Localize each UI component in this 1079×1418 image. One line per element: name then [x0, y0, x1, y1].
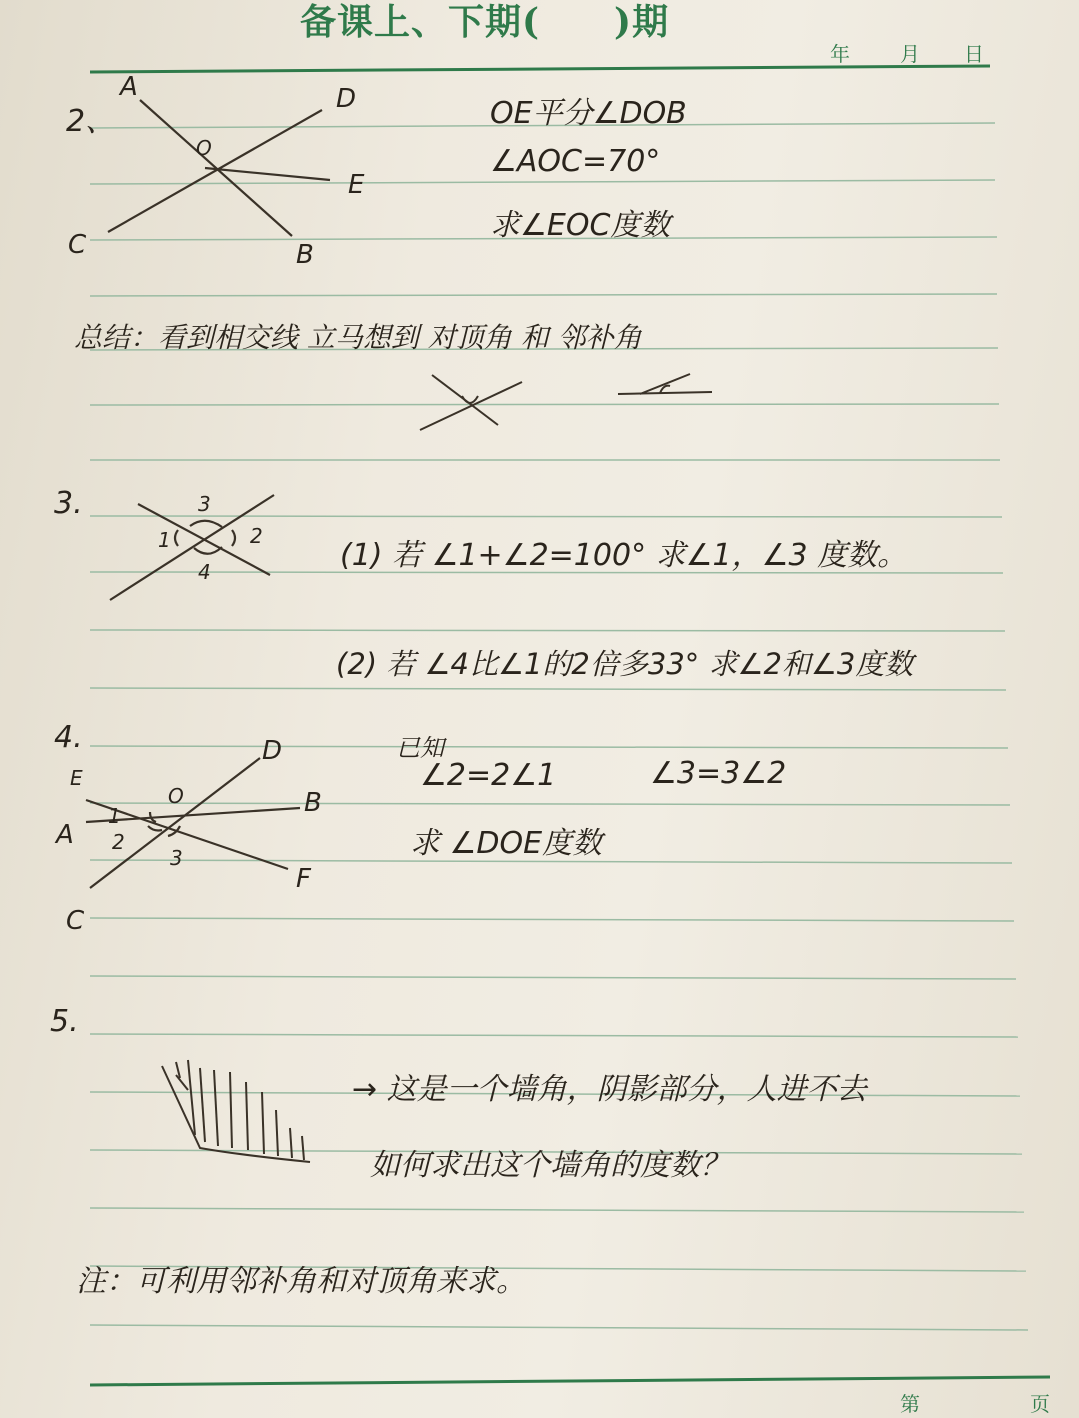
problem5-number: 5.	[50, 1004, 79, 1039]
p4-label-B: B	[304, 788, 322, 818]
problem3-number: 3.	[54, 486, 83, 521]
p3-angle-3: 3	[198, 492, 211, 516]
figure-problem2	[108, 100, 330, 236]
figure-problem5	[162, 1060, 310, 1162]
p2-label-B: B	[296, 240, 314, 270]
summary-text: 总结：看到相交线 立马想到 对顶角 和 邻补角	[74, 321, 642, 354]
p4-angle-2: 2	[112, 830, 125, 854]
footer-ye-label: 页	[1030, 1392, 1050, 1416]
problem4-number: 4.	[54, 720, 83, 755]
p4-label-E: E	[70, 766, 83, 790]
problem2-number: 2、	[66, 104, 116, 139]
p3-angle-1: 1	[158, 528, 171, 552]
p2-label-E: E	[348, 170, 365, 200]
p3-angle-2: 2	[250, 524, 263, 548]
p2-label-C: C	[68, 230, 87, 260]
figure-summary	[420, 374, 712, 430]
p2-label-A: A	[120, 72, 138, 102]
problem4-question: 求 ∠DOE度数	[410, 826, 603, 861]
p4-label-O: O	[168, 784, 184, 808]
problem2-line1: OE平分∠DOB	[490, 96, 687, 131]
problem5-line1: → 这是一个墙角，阴影部分，人进不去	[352, 1072, 867, 1107]
note-text: 注：可利用邻补角和对顶角来求。	[76, 1264, 526, 1299]
footer-di-label: 第	[900, 1392, 920, 1416]
p2-label-D: D	[336, 84, 357, 114]
date-row	[830, 38, 1000, 68]
problem4-line2: ∠3=3∠2	[650, 756, 787, 791]
p4-angle-1: 1	[108, 804, 121, 828]
problem5-line2: 如何求出这个墙角的度数？	[370, 1148, 730, 1183]
date-month-label: 月	[900, 42, 920, 66]
problem2-line2: ∠AOC=70°	[490, 144, 661, 179]
p4-label-D: D	[262, 736, 283, 766]
problem4-line1: ∠2=2∠1	[420, 758, 557, 793]
problem3-q2: (2) 若 ∠4比∠1的2倍多33° 求∠2和∠3度数	[336, 647, 914, 681]
problem2-line3: 求∠EOC度数	[490, 208, 671, 243]
problem4-given: 已知	[396, 734, 444, 762]
p4-angle-3: 3	[170, 846, 183, 870]
footer-rule	[90, 1377, 1050, 1385]
p4-label-A: A	[56, 820, 74, 850]
p3-angle-4: 4	[198, 560, 211, 584]
problem3-q1: (1) 若 ∠1+∠2=100° 求∠1，∠3 度数。	[340, 538, 908, 573]
p4-label-C: C	[66, 906, 85, 936]
page-header-title: 备课上、下期( )期	[300, 1, 670, 43]
p4-label-F: F	[296, 864, 311, 894]
date-day-label: 日	[964, 42, 984, 66]
p2-label-O: O	[196, 136, 212, 160]
date-year-label: 年	[830, 42, 850, 66]
